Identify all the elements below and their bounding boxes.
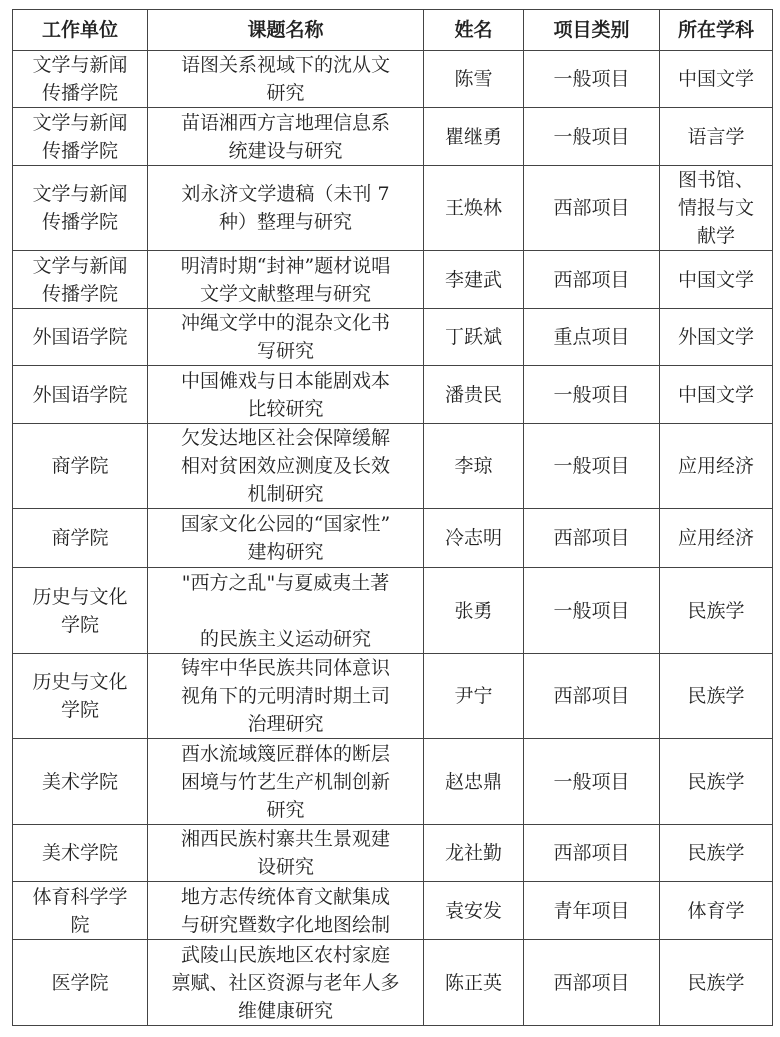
discipline-cell: 中国文学 [660,366,773,424]
topic-cell: "西方之乱"与夏威夷土著 的民族主义运动研究 [148,568,424,654]
table-row [13,509,773,568]
topic-cell: 冲绳文学中的混杂文化书 写研究 [148,309,424,366]
name-cell: 李琼 [424,424,524,509]
table-row [13,739,773,825]
project-table [12,9,773,1026]
topic-cell: 湘西民族村寨共生景观建 设研究 [148,825,424,882]
discipline-cell: 体育学 [660,882,773,940]
category-cell: 一般项目 [524,366,660,424]
header-category: 项目类别 [524,10,660,51]
unit-cell: 外国语学院 [13,366,148,424]
name-cell: 李建武 [424,251,524,309]
header-name: 姓名 [424,10,524,51]
unit-cell: 历史与文化 学院 [13,654,148,739]
unit-cell: 文学与新闻 传播学院 [13,251,148,309]
category-cell: 西部项目 [524,509,660,568]
unit-cell: 外国语学院 [13,309,148,366]
unit-cell: 体育科学学 院 [13,882,148,940]
unit-cell: 美术学院 [13,739,148,825]
table-row [13,825,773,882]
category-cell: 西部项目 [524,166,660,251]
discipline-cell: 图书馆、 情报与文 献学 [660,166,773,251]
discipline-cell: 民族学 [660,739,773,825]
table-row [13,251,773,309]
name-cell: 陈正英 [424,940,524,1026]
discipline-cell: 民族学 [660,940,773,1026]
unit-cell: 文学与新闻 传播学院 [13,108,148,166]
category-cell: 重点项目 [524,309,660,366]
table-row [13,166,773,251]
topic-cell: 中国傩戏与日本能剧戏本 比较研究 [148,366,424,424]
topic-cell: 苗语湘西方言地理信息系 统建设与研究 [148,108,424,166]
discipline-cell: 语言学 [660,108,773,166]
table-row [13,568,773,654]
topic-cell: 国家文化公园的“国家性” 建构研究 [148,509,424,568]
table-row [13,940,773,1026]
header-discipline: 所在学科 [660,10,773,51]
name-cell: 王焕林 [424,166,524,251]
topic-cell: 语图关系视域下的沈从文 研究 [148,51,424,108]
table-row [13,654,773,739]
unit-cell: 美术学院 [13,825,148,882]
name-cell: 尹宁 [424,654,524,739]
name-cell: 丁跃斌 [424,309,524,366]
topic-cell: 欠发达地区社会保障缓解 相对贫困效应测度及长效 机制研究 [148,424,424,509]
discipline-cell: 外国文学 [660,309,773,366]
category-cell: 一般项目 [524,568,660,654]
table-row [13,309,773,366]
unit-cell: 商学院 [13,424,148,509]
unit-cell: 医学院 [13,940,148,1026]
category-cell: 西部项目 [524,825,660,882]
name-cell: 潘贵民 [424,366,524,424]
unit-cell: 商学院 [13,509,148,568]
topic-cell: 酉水流域篾匠群体的断层 困境与竹艺生产机制创新 研究 [148,739,424,825]
discipline-cell: 应用经济 [660,424,773,509]
table-row [13,366,773,424]
table-row [13,108,773,166]
topic-cell: 明清时期“封神”题材说唱 文学文献整理与研究 [148,251,424,309]
name-cell: 冷志明 [424,509,524,568]
unit-cell: 文学与新闻 传播学院 [13,166,148,251]
name-cell: 瞿继勇 [424,108,524,166]
topic-cell: 刘永济文学遗稿（未刊 7 种）整理与研究 [148,166,424,251]
topic-cell: 地方志传统体育文献集成 与研究暨数字化地图绘制 [148,882,424,940]
category-cell: 一般项目 [524,108,660,166]
discipline-cell: 中国文学 [660,251,773,309]
header-unit: 工作单位 [13,10,148,51]
topic-cell: 武陵山民族地区农村家庭 禀赋、社区资源与老年人多 维健康研究 [148,940,424,1026]
discipline-cell: 应用经济 [660,509,773,568]
name-cell: 张勇 [424,568,524,654]
category-cell: 一般项目 [524,424,660,509]
header-row [13,10,773,51]
topic-cell: 铸牢中华民族共同体意识 视角下的元明清时期土司 治理研究 [148,654,424,739]
category-cell: 青年项目 [524,882,660,940]
unit-cell: 文学与新闻 传播学院 [13,51,148,108]
category-cell: 一般项目 [524,51,660,108]
name-cell: 袁安发 [424,882,524,940]
discipline-cell: 民族学 [660,654,773,739]
table-row [13,424,773,509]
category-cell: 一般项目 [524,739,660,825]
name-cell: 赵忠鼎 [424,739,524,825]
table-row [13,882,773,940]
category-cell: 西部项目 [524,654,660,739]
discipline-cell: 民族学 [660,825,773,882]
table-row [13,51,773,108]
category-cell: 西部项目 [524,251,660,309]
category-cell: 西部项目 [524,940,660,1026]
name-cell: 龙社勤 [424,825,524,882]
header-topic: 课题名称 [148,10,424,51]
name-cell: 陈雪 [424,51,524,108]
discipline-cell: 民族学 [660,568,773,654]
unit-cell: 历史与文化 学院 [13,568,148,654]
discipline-cell: 中国文学 [660,51,773,108]
